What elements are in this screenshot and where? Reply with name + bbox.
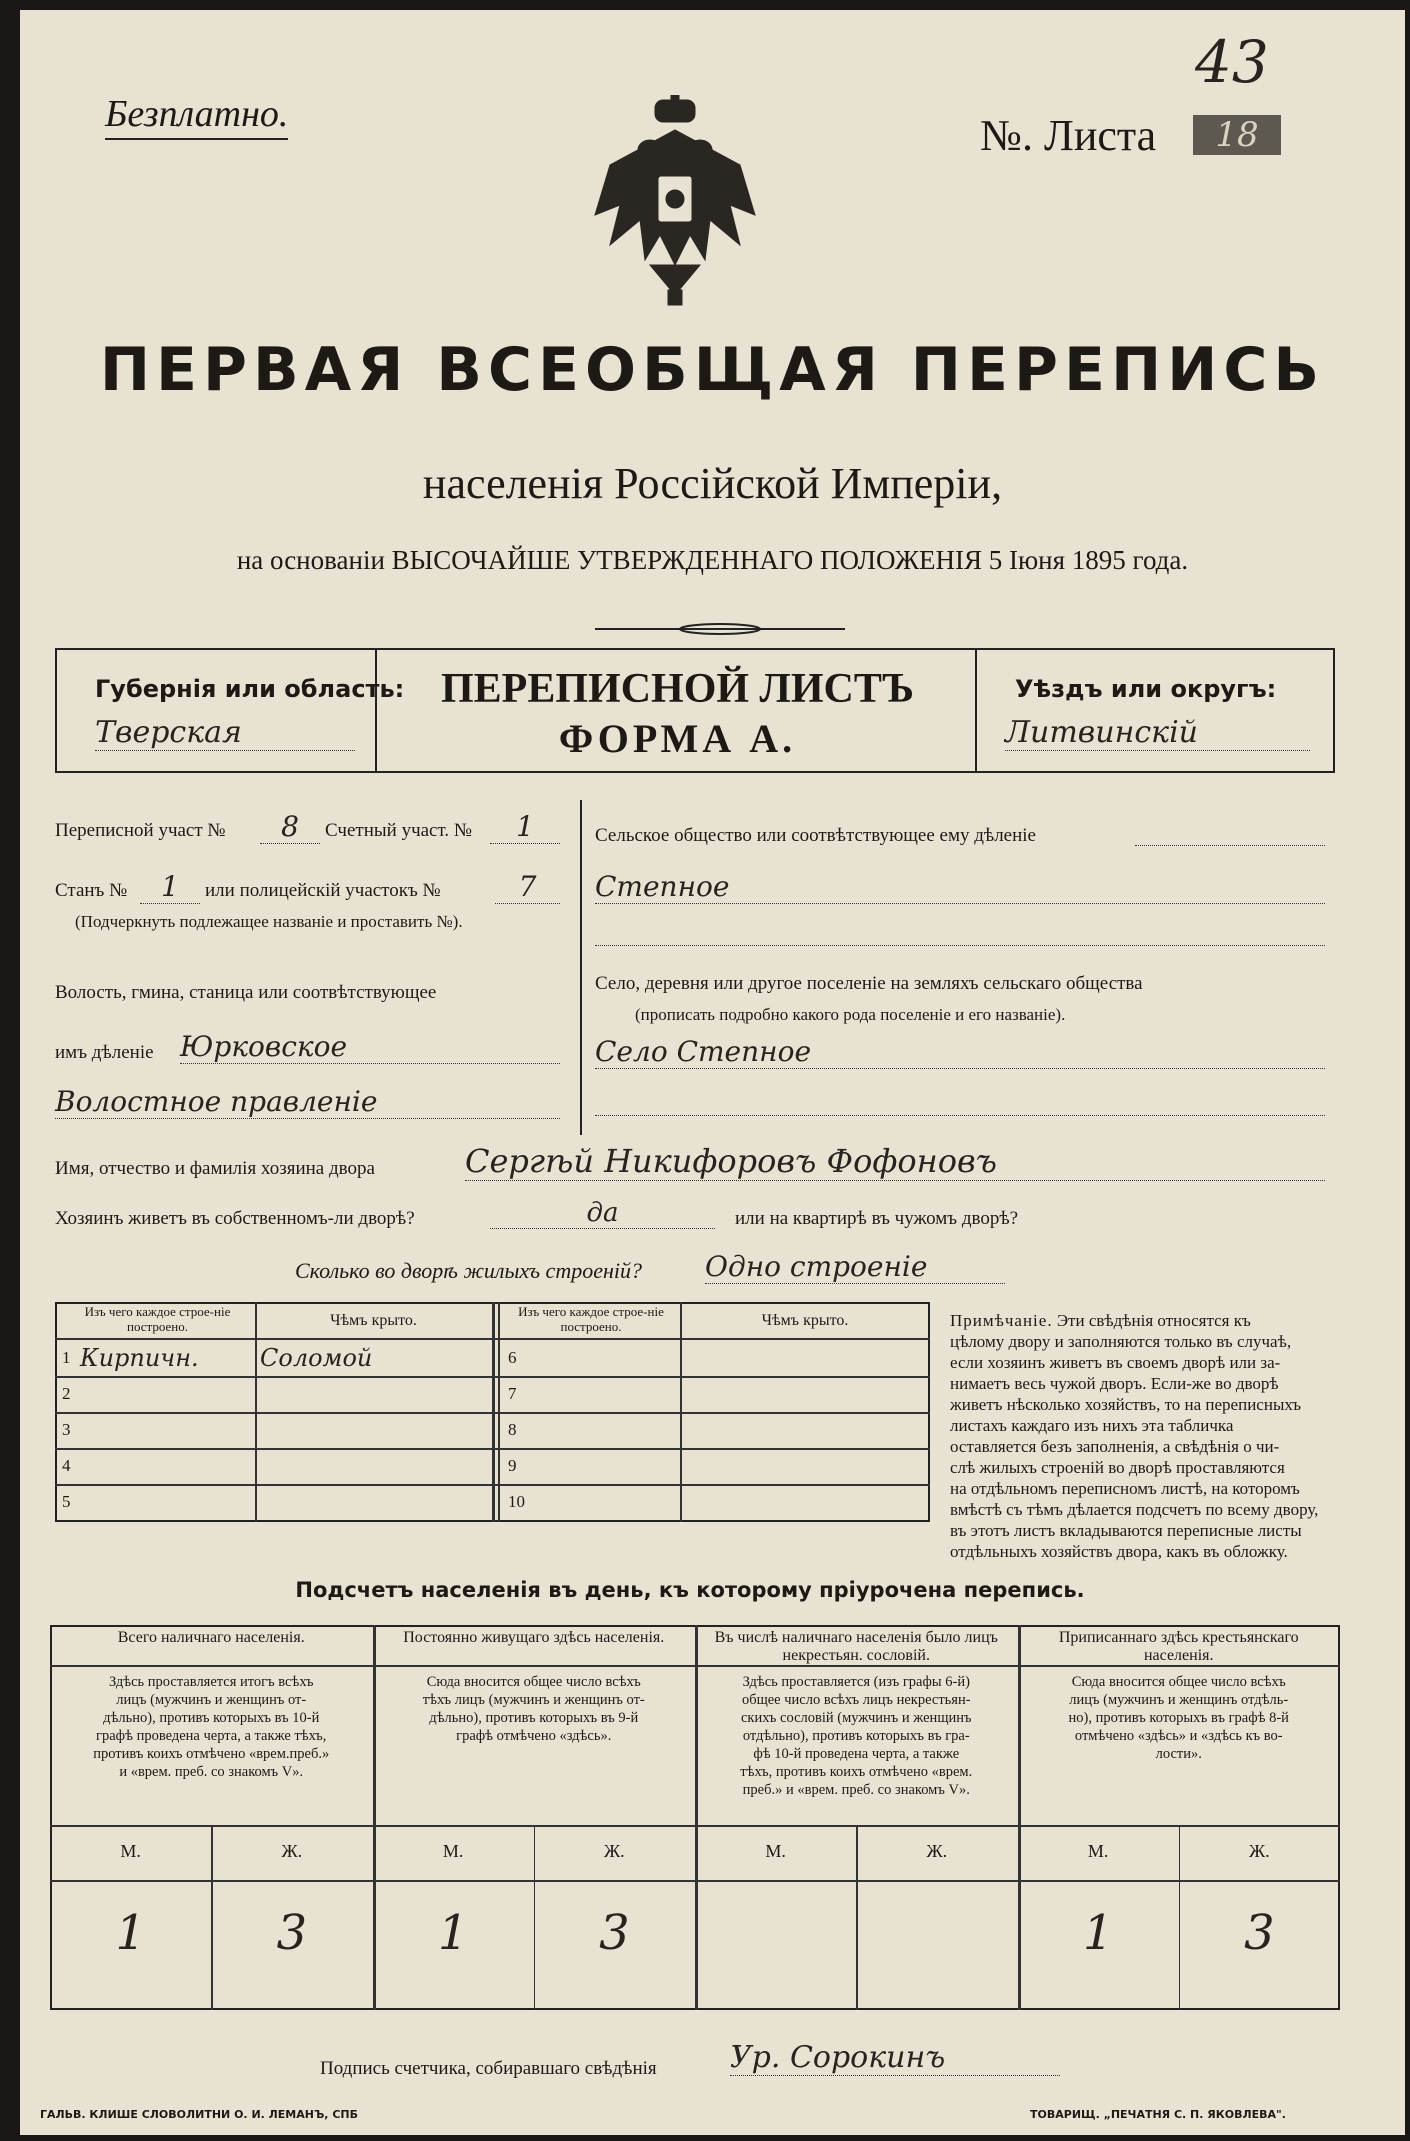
society-label: Сельское общество или соотвѣтствующее ему дѣленіе bbox=[595, 825, 1036, 846]
signature-label: Подпись счетчика, собиравшаго свѣдѣнія bbox=[320, 2058, 657, 2079]
count-col-header: Въ числѣ наличнаго населенія было лицъ некрестьян. сословій. bbox=[714, 1629, 998, 1664]
owner-value: Сергѣй Никифоровъ Фофоновъ bbox=[465, 1142, 1325, 1181]
volost-value-2: Волостное правленіе bbox=[55, 1085, 560, 1119]
male-col-label: М. bbox=[765, 1841, 786, 1861]
society-value: Степное bbox=[595, 870, 1325, 904]
residence-alternative: или на квартирѣ въ чужомъ дворѣ? bbox=[735, 1208, 1019, 1229]
uezd-label: Уѣздъ или округъ: bbox=[1015, 675, 1277, 703]
census-section-value: 8 bbox=[260, 810, 320, 844]
village-value: Село Степное bbox=[595, 1035, 1325, 1069]
count-desc-line: лицъ (мужчинъ и женщинъ от- bbox=[116, 1692, 307, 1708]
count-col-description bbox=[379, 1673, 690, 1745]
male-count-value: 1 bbox=[437, 1905, 469, 1961]
stan-label: Станъ № bbox=[55, 880, 128, 901]
bld-row-number: 5 bbox=[62, 1492, 71, 1511]
count-col-header: Приписаннаго здѣсь крестьянскаго населенія. bbox=[1058, 1629, 1299, 1664]
form-title: ПЕРЕПИСНОЙ ЛИСТЪ bbox=[441, 666, 914, 712]
count-col-description bbox=[56, 1673, 367, 1781]
male-col-label: М. bbox=[120, 1841, 141, 1861]
female-count-value: 3 bbox=[599, 1905, 630, 1961]
bld-row-number: 8 bbox=[508, 1420, 517, 1439]
bld-col-material-header-2: Изъ чего каждое строе-ніе построено. bbox=[518, 1304, 664, 1334]
census-form-page bbox=[20, 10, 1405, 2135]
main-title: ПЕРВАЯ ВСЕОБЩАЯ ПЕРЕПИСЬ bbox=[99, 335, 1326, 405]
volost-label: Волость, гмина, станица или соотвѣтствующее bbox=[55, 982, 437, 1003]
note-line: на отдѣльномъ переписномъ листѣ, на которомъ bbox=[950, 1479, 1300, 1498]
footer-left: ГАЛЬВ. КЛИШЕ СЛОВОЛИТНИ О. И. ЛЕМАНЪ, СПБ bbox=[40, 2108, 358, 2121]
note-line: вмѣстѣ съ тѣмъ дѣлается подсчетъ по всему двору, bbox=[950, 1500, 1319, 1519]
note-line: цѣлому двору и заполняются только въ случаѣ, bbox=[950, 1332, 1292, 1351]
note-line: если хозяинъ живетъ въ своемъ дворѣ или за- bbox=[950, 1353, 1281, 1372]
count-desc-line: отмѣчено «здѣсь» и «здѣсь къ во- bbox=[1074, 1728, 1283, 1744]
male-count-value: 1 bbox=[115, 1905, 146, 1961]
count-desc-line: и «врем. преб. со знакомъ V». bbox=[119, 1764, 304, 1780]
female-col-label: Ж. bbox=[926, 1841, 948, 1861]
note-line: слѣ жилыхъ строеній во дворѣ проставляются bbox=[950, 1458, 1285, 1477]
residence-value: да bbox=[490, 1198, 715, 1229]
police-value: 7 bbox=[495, 870, 560, 904]
village-label: Село, деревня или другое поселеніе на земляхъ сельскаго общества bbox=[595, 973, 1143, 994]
owner-label: Имя, отчество и фамилія хозяина двора bbox=[55, 1158, 375, 1179]
note-line: оставляется безъ заполненія, а свѣдѣнія о чи- bbox=[950, 1437, 1280, 1456]
male-count-value: 1 bbox=[1082, 1905, 1114, 1961]
row1-material: Кирпичн. bbox=[80, 1344, 199, 1372]
signature-value: Ур. Сорокинъ bbox=[730, 2040, 1060, 2076]
uezd-value: Литвинскій bbox=[1005, 715, 1310, 751]
count-section-value: 1 bbox=[490, 810, 560, 844]
stan-value: 1 bbox=[140, 870, 200, 904]
free-label: Безплатно. bbox=[105, 92, 288, 140]
bld-row-number: 6 bbox=[508, 1348, 517, 1367]
bld-row-number: 2 bbox=[62, 1384, 71, 1403]
note-block bbox=[950, 1310, 1335, 1562]
bld-row-number: 4 bbox=[62, 1456, 71, 1475]
count-desc-line: Сюда вносится общее число всѣхъ bbox=[1071, 1674, 1286, 1690]
count-desc-line: лости». bbox=[1155, 1746, 1202, 1762]
volost-value: Юрковское bbox=[180, 1030, 560, 1064]
female-col-label: Ж. bbox=[604, 1841, 625, 1861]
female-count-value: 3 bbox=[276, 1905, 308, 1961]
count-section-label: Счетный участ. № bbox=[325, 820, 472, 841]
subtitle: населенія Россійской Имперіи, bbox=[422, 459, 1003, 508]
note-line: отдѣльныхъ хозяйствъ двора, какъ въ обложку. bbox=[950, 1542, 1288, 1561]
bld-row-number: 1 bbox=[62, 1348, 71, 1367]
volost-label-2: имъ дѣленіе bbox=[55, 1042, 154, 1063]
row1-roof: Соломой bbox=[260, 1344, 373, 1372]
count-desc-line: графѣ отмѣчено «здѣсь». bbox=[456, 1728, 612, 1744]
gubernia-value: Тверская bbox=[95, 715, 355, 751]
count-desc-line: общее число всѣхъ лицъ некрестьян- bbox=[741, 1692, 971, 1708]
count-desc-line: тѣхъ, противъ коихъ отмѣчено «врем. bbox=[740, 1764, 973, 1780]
count-desc-line: тѣхъ лицъ (мужчинъ и женщинъ от- bbox=[422, 1692, 645, 1708]
bld-col-material-header: Изъ чего каждое строе-ніе построено. bbox=[84, 1304, 231, 1334]
form-subtitle: ФОРМА А. bbox=[558, 716, 797, 761]
count-desc-line: дѣльно), противъ которыхъ въ 9-й bbox=[429, 1710, 639, 1726]
male-col-label: М. bbox=[1087, 1841, 1109, 1861]
count-desc-line: но), противъ которыхъ въ графѣ 8-й bbox=[1068, 1710, 1289, 1726]
note-line: живетъ нѣсколько хозяйствъ, то на переписныхъ bbox=[950, 1395, 1302, 1414]
bld-col-roof-header-2: Чѣмъ крыто. bbox=[761, 1312, 849, 1329]
ornament-divider bbox=[595, 622, 845, 632]
count-title: Подсчетъ населенія въ день, къ которому пріурочена перепись. bbox=[295, 1578, 1085, 1602]
gubernia-label: Губернія или область: bbox=[95, 675, 405, 703]
count-desc-line: Здѣсь проставляется (изъ графы 6-й) bbox=[742, 1674, 970, 1690]
census-section-label: Переписной участ № bbox=[55, 820, 226, 841]
buildings-value: Одно строеніе bbox=[705, 1250, 1005, 1284]
male-col-label: М. bbox=[442, 1841, 464, 1861]
female-col-label: Ж. bbox=[281, 1841, 303, 1861]
female-count-value: 3 bbox=[1244, 1905, 1275, 1961]
count-desc-line: Здѣсь проставляется итогъ всѣхъ bbox=[108, 1674, 314, 1690]
residence-label: Хозяинъ живетъ въ собственномъ-ли дворѣ? bbox=[55, 1208, 415, 1229]
legal-basis: на основаніи ВЫСОЧАЙШЕ УТВЕРЖДЕННАГО ПОЛОЖЕНІЯ 5 Іюня 1895 года. bbox=[236, 545, 1189, 575]
buildings-label: Сколько во дворѣ жилыхъ строеній? bbox=[295, 1258, 642, 1283]
count-desc-line: противъ коихъ отмѣчено «врем.преб.» bbox=[93, 1746, 330, 1762]
count-col-description bbox=[1024, 1673, 1335, 1763]
count-desc-line: преб.» и «врем. преб. со знакомъ V». bbox=[742, 1782, 970, 1798]
bld-row-number: 3 bbox=[62, 1420, 71, 1439]
count-col-description bbox=[701, 1673, 1012, 1799]
note-line: листахъ каждаго изъ нихъ эта табличка bbox=[950, 1416, 1234, 1435]
count-desc-line: дѣльно), противъ которыхъ въ 10-й bbox=[103, 1710, 320, 1726]
note-text bbox=[950, 1311, 1318, 1561]
female-col-label: Ж. bbox=[1249, 1841, 1270, 1861]
note-line: въ этотъ листъ вкладываются переписные листы bbox=[950, 1521, 1302, 1540]
bld-row-number: 7 bbox=[508, 1384, 517, 1403]
bld-row-number: 9 bbox=[508, 1456, 517, 1475]
count-desc-line: скихъ сословій (мужчинъ и женщинъ bbox=[740, 1710, 972, 1726]
page-number: 43 bbox=[1195, 28, 1269, 96]
count-desc-line: лицъ (мужчинъ и женщинъ отдѣль- bbox=[1069, 1692, 1289, 1708]
imperial-eagle-emblem-icon bbox=[590, 95, 760, 310]
bld-row-number: 10 bbox=[508, 1492, 525, 1511]
sheet-number-value: 18 bbox=[1193, 115, 1281, 155]
note-title: Примѣчаніе. bbox=[950, 1311, 1053, 1330]
footer-right: ТОВАРИЩ. „ПЕЧАТНЯ С. П. ЯКОВЛЕВА". bbox=[1030, 2108, 1286, 2121]
village-note: (прописать подробно какого рода поселеніе и его названіе). bbox=[635, 1005, 1066, 1024]
note-line: нимаетъ весь чужой дворъ. Если-же во дворѣ bbox=[950, 1374, 1279, 1393]
count-desc-line: фѣ 10-й проведена черта, а также bbox=[753, 1746, 960, 1762]
count-col-header: Всего наличнаго населенія. bbox=[117, 1629, 305, 1646]
count-desc-line: Сюда вносится общее число всѣхъ bbox=[426, 1674, 641, 1690]
count-col-header: Постоянно живущаго здѣсь населенія. bbox=[403, 1629, 665, 1646]
count-desc-line: отдѣльно), противъ которыхъ въ гра- bbox=[742, 1728, 970, 1744]
stan-note: (Подчеркнуть подлежащее названіе и проставить №). bbox=[75, 912, 463, 931]
bld-col-roof-header: Чѣмъ крыто. bbox=[330, 1312, 417, 1329]
sheet-number-label: №. Листа bbox=[980, 111, 1157, 160]
police-label: или полицейскій участокъ № bbox=[205, 880, 441, 901]
count-desc-line: графѣ проведена черта, а также тѣхъ, bbox=[96, 1728, 327, 1744]
note-line: Эти свѣдѣнія относятся къ bbox=[1056, 1311, 1251, 1330]
